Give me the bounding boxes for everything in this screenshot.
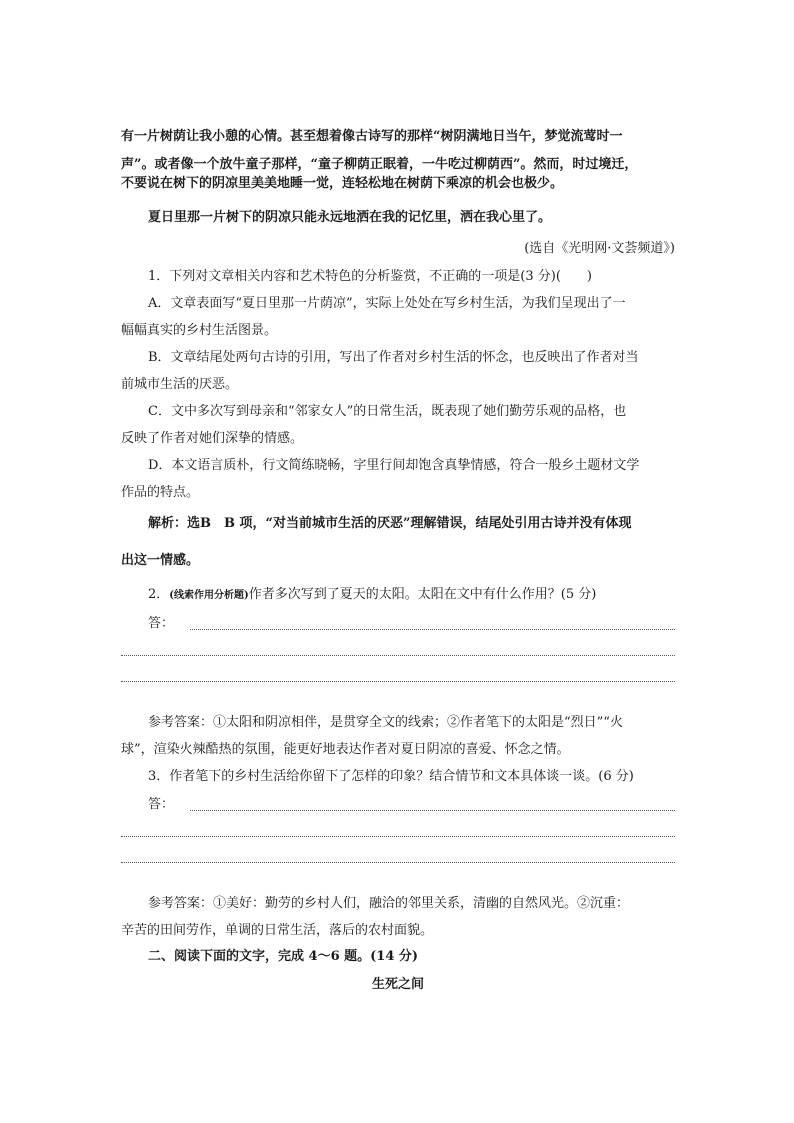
q3-reference-line-2: 辛苦的田间劳作，单调的日常生活，落后的农村面貌。 (121, 923, 434, 938)
q3-reference-line-1: 参考答案：①美好：勤劳的乡村人们，融洽的邻里关系，清幽的自然风光。②沉重： (148, 896, 630, 911)
q1-option-a-line-2: 幅幅真实的乡村生活图景。 (121, 323, 278, 338)
q2-answer-line-2[interactable] (121, 655, 675, 656)
passage-line-3: 不要说在树下的阴凉里美美地睡一觉，连轻松地在树荫下乘凉的机会也极少。 (121, 176, 564, 191)
passage-source: (选自《光明网·文荟频道》) (524, 241, 675, 256)
q1-option-c-line-2: 反映了作者对她们深挚的情感。 (121, 431, 304, 446)
passage-line-2: 声”。或者像一个放牛童子那样，“童子柳荫正眠着，一牛吃过柳荫西”。然而，时过境迁， (121, 157, 638, 172)
section-two-heading: 二、阅读下面的文字，完成 4～6 题。(14 分) (148, 949, 419, 964)
q1-stem: 1．下列对文章相关内容和艺术特色的分析鉴赏，不正确的一项是(3 分)( ) (148, 269, 592, 284)
q3-answer-line-3[interactable] (121, 862, 675, 863)
q1-option-c-line-1: C．文中多次写到母亲和“邻家女人”的日常生活，既表现了她们勤劳乐观的品格，也 (148, 404, 627, 419)
q2-stem: 作者多次写到了夏天的太阳。太阳在文中有什么作用？(5 分) (248, 587, 597, 602)
q3-answer-line-1[interactable] (190, 810, 675, 811)
q2-answer-label: 答： (148, 616, 175, 631)
q1-option-b-line-2: 前城市生活的厌恶。 (121, 377, 239, 392)
q2-stem-line (148, 586, 675, 605)
passage-title: 生死之间 (371, 977, 424, 992)
q3-answer-label: 答： (148, 797, 175, 812)
q1-option-a-line-1: A．文章表面写“夏日里那一片荫凉”，实际上处处在写乡村生活，为我们呈现出了一 (148, 296, 626, 311)
q2-reference-line-1 (148, 714, 675, 732)
q3-answer-line-2[interactable] (121, 836, 675, 837)
q2-answer-line-1[interactable] (190, 629, 675, 630)
q3-stem: 3．作者笔下的乡村生活给你留下了怎样的印象？结合情节和文本具体谈一谈。(6 分) (148, 769, 634, 784)
passage-line-1: 有一片树荫让我小憩的心情。甚至想着像古诗写的那样“树阴满地日当午，梦觉流莺时一 (121, 129, 623, 144)
q1-analysis-line-1: 解析：选B B 项，“对当前城市生活的厌恶”理解错误，结尾处引用古诗并没有体现 (148, 516, 632, 531)
q1-analysis-line-2: 出这一情感。 (121, 553, 200, 568)
q2-tag: (线索作用分析题) (169, 590, 249, 601)
q1-option-d-line-2: 作品的特点。 (121, 485, 200, 500)
q2-answer-line-3[interactable] (121, 681, 675, 682)
q2-reference-line-2: 球”，渲染火辣酷热的氛围，能更好地表达作者对夏日阴凉的喜爱、怀念之情。 (121, 742, 570, 757)
q2-number: 2． (148, 587, 170, 602)
passage-line-4: 夏日里那一片树下的阴凉只能永远地洒在我的记忆里，洒在我心里了。 (148, 210, 552, 225)
q2-reference-text-1: 参考答案：①太阳和阴凉相伴，是贯穿全文的线索；②作者笔下的太阳是“烈日”“火 (148, 715, 623, 730)
q1-option-d-line-1: D．本文语言质朴，行文简练晓畅，字里行间却饱含真挚情感，符合一般乡土题材文学 (148, 458, 640, 473)
q1-option-b-line-1: B．文章结尾处两句古诗的引用，写出了作者对乡村生活的怀念，也反映出了作者对当 (148, 350, 639, 365)
